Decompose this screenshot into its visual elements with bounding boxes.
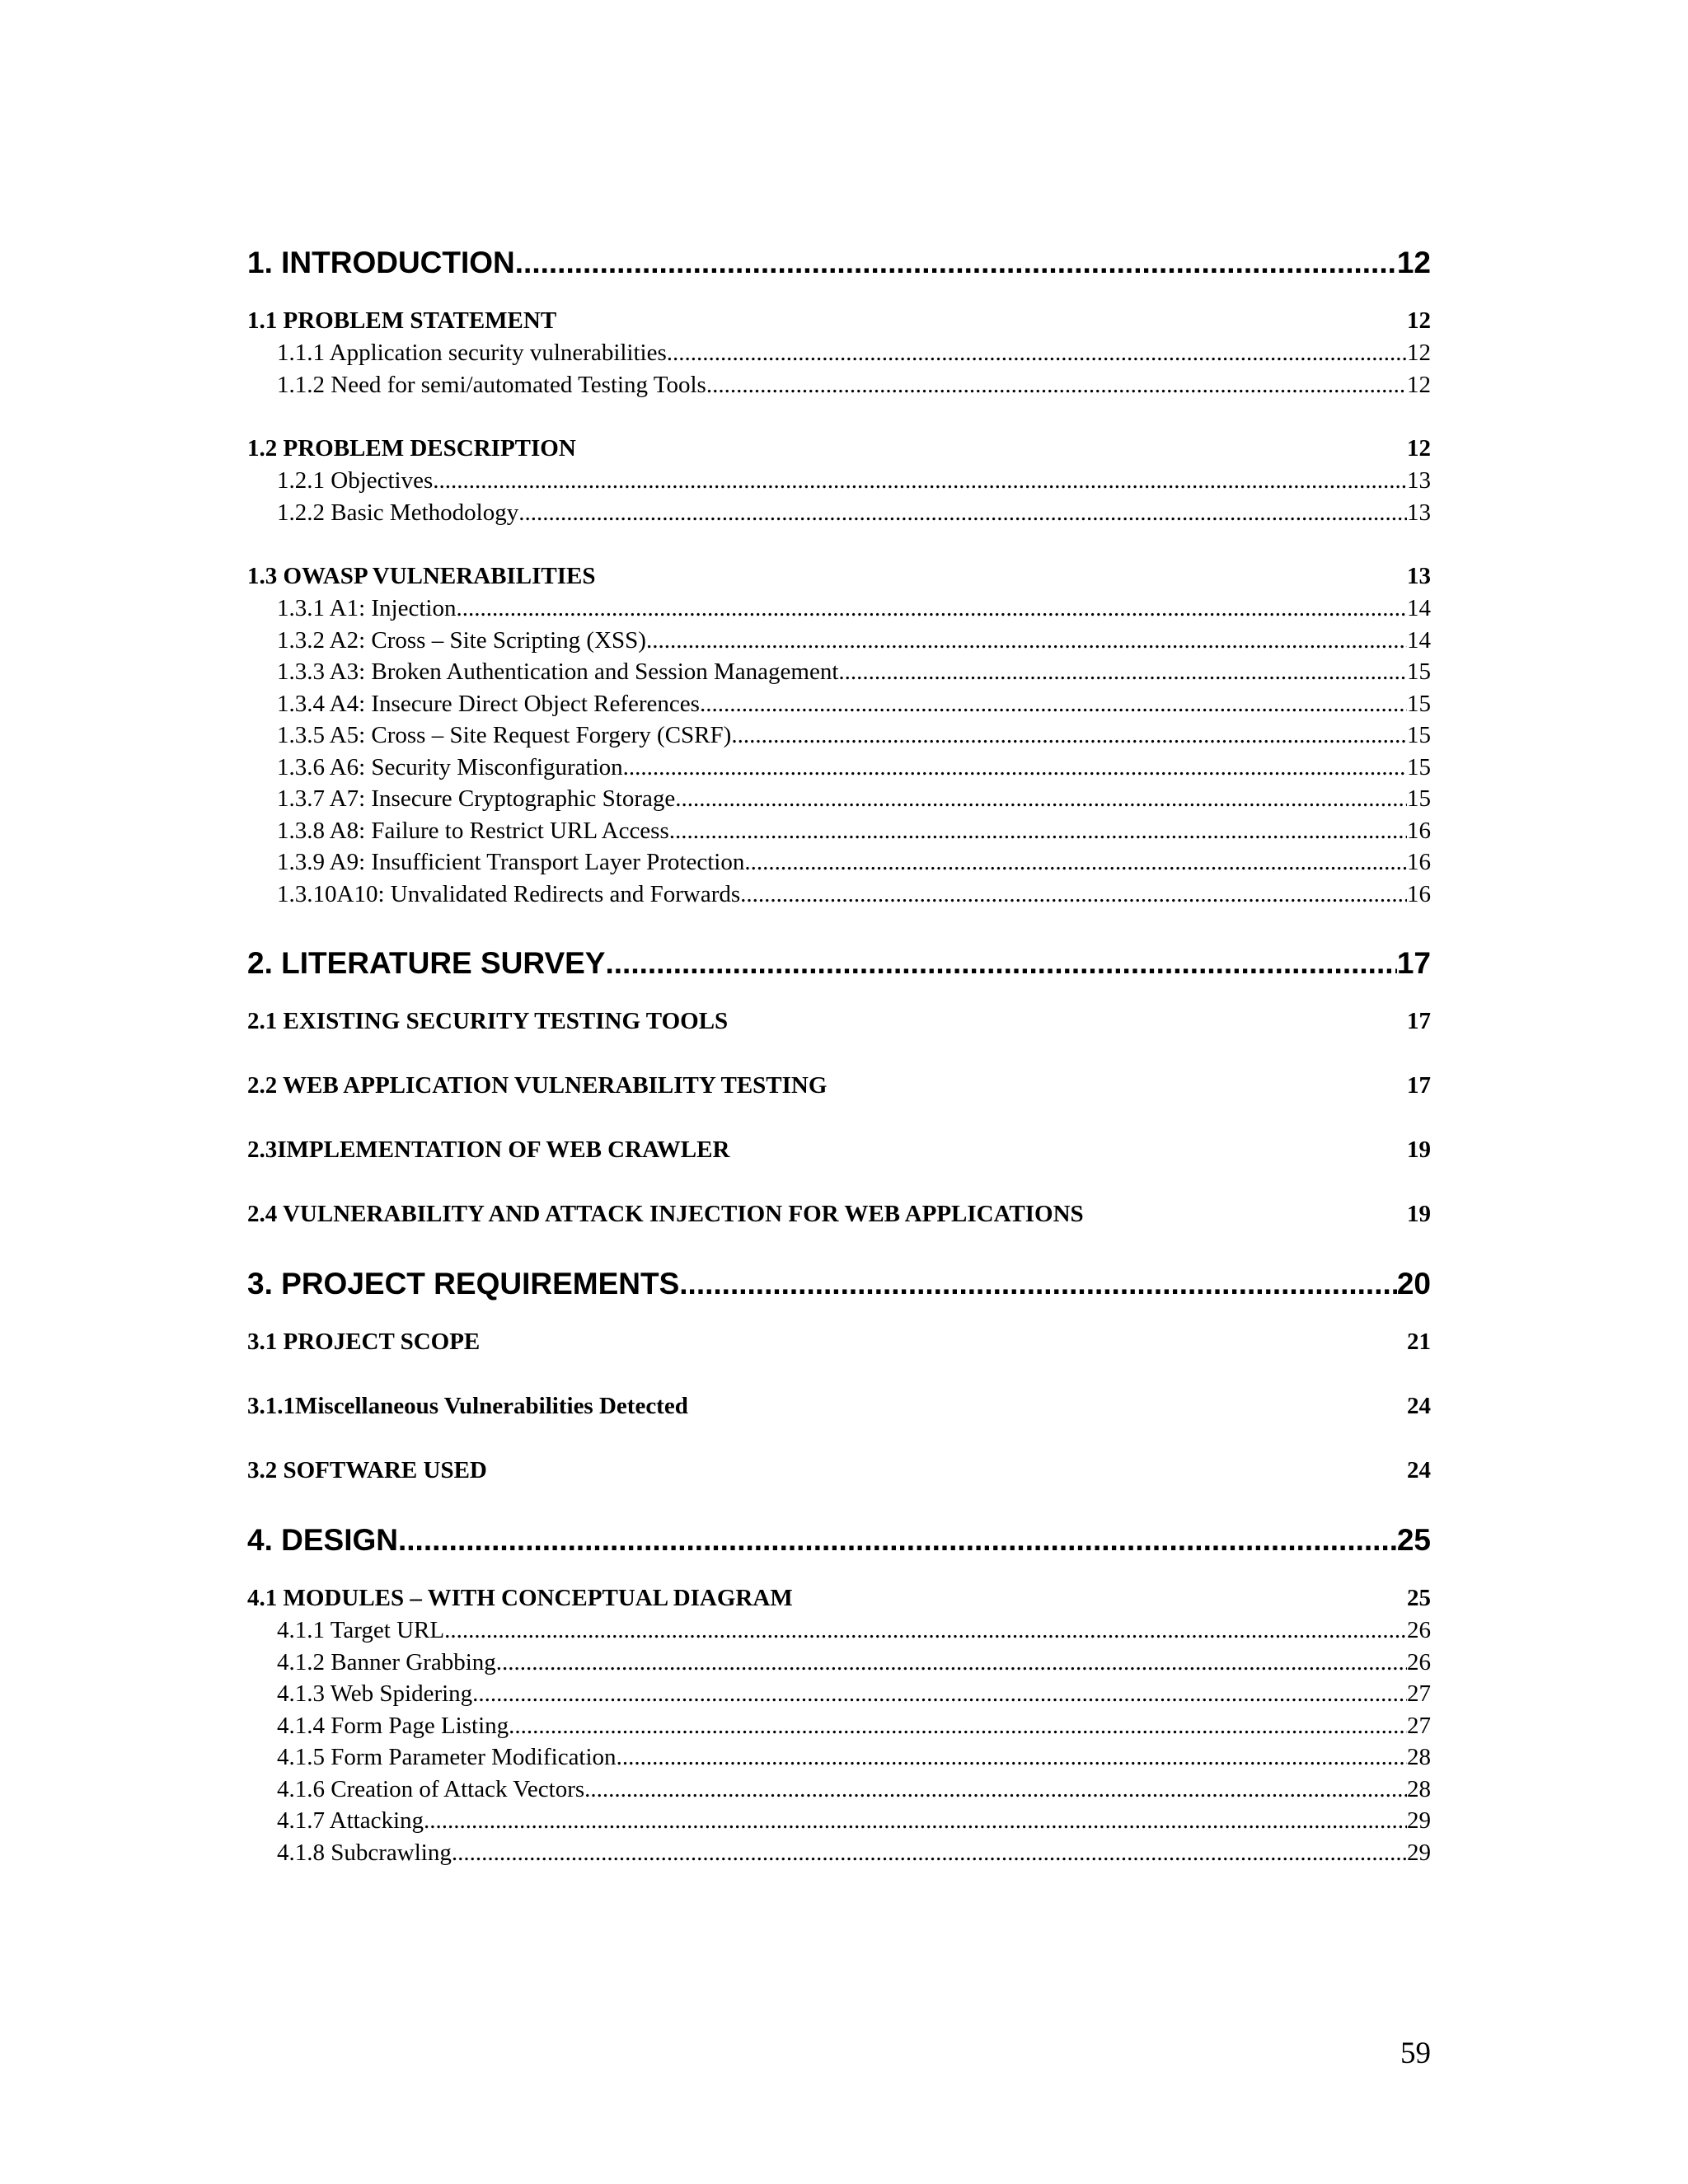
dot-leader [605,941,1396,986]
dot-leader [433,465,1407,497]
toc-subsection-entry [247,369,1431,401]
dot-leader [496,1647,1407,1679]
entry-page-number: 17 [1407,1072,1431,1099]
toc-subsection-entry [247,719,1431,752]
entry-page-number: 15 [1407,658,1431,685]
dot-leader [706,369,1407,401]
toc-subsection-entry [247,1710,1431,1742]
entry-page-number: 24 [1407,1457,1431,1483]
toc-subsection-entry [247,656,1431,688]
toc-subsection-entry [247,1741,1431,1774]
entry-page-number: 27 [1407,1712,1431,1739]
entry-page-number: 15 [1407,785,1431,812]
entry-title: 2.2 WEB APPLICATION VULNERABILITY TESTING [247,1072,828,1099]
entry-title: 1.1.2 Need for semi/automated Testing Tools [277,371,706,398]
entry-title: 2.3IMPLEMENTATION OF WEB CRAWLER [247,1137,730,1163]
dot-leader [669,815,1407,847]
toc-subsection-entry [247,1615,1431,1647]
dot-leader [731,719,1407,752]
toc-subsection-entry [247,465,1431,497]
entry-title: 4. DESIGN [247,1523,398,1557]
dot-leader [452,1837,1407,1869]
entry-title: 1.3 OWASP VULNERABILITIES [247,563,596,589]
dot-leader [518,497,1407,529]
toc-subsection-entry [247,688,1431,720]
entry-title: 3.1 PROJECT SCOPE [247,1329,481,1355]
entry-title: 1.3.3 A3: Broken Authentication and Session Management [277,658,839,685]
dot-leader [740,879,1407,911]
dot-leader [472,1678,1407,1710]
entry-title: 4.1.8 Subcrawling [277,1839,452,1866]
toc-chapter-entry [247,1518,1431,1563]
entry-page-number: 12 [1407,371,1431,398]
entry-page-number: 20 [1396,1267,1431,1301]
entry-page-number: 27 [1407,1680,1431,1707]
entry-page-number: 15 [1407,722,1431,748]
entry-page-number: 29 [1407,1839,1431,1866]
dot-leader [398,1518,1397,1563]
table-of-contents [247,241,1431,1868]
entry-title: 2.4 VULNERABILITY AND ATTACK INJECTION FOR WEB APPLICATIONS [247,1201,1084,1227]
entry-page-number: 14 [1407,595,1431,621]
toc-subsection-entry [247,879,1431,911]
entry-page-number: 13 [1407,563,1431,589]
entry-page-number: 24 [1407,1393,1431,1419]
toc-section-entry [247,1070,1431,1102]
entry-title: 4.1.1 Target URL [277,1617,445,1643]
dot-leader [679,1262,1397,1306]
entry-page-number: 16 [1407,849,1431,875]
entry-title: 1.3.2 A2: Cross – Site Scripting (XSS) [277,626,646,654]
entry-title: 1.1.1 Application security vulnerabilities [277,340,667,366]
toc-section-entry [247,1005,1431,1038]
page-number: 59 [1400,2036,1431,2070]
entry-title: 4.1.4 Form Page Listing [277,1712,509,1739]
entry-page-number: 26 [1407,1648,1431,1675]
entry-title: 4.1.5 Form Parameter Modification [277,1744,617,1770]
dot-leader [444,1615,1407,1647]
entry-page-number: 13 [1407,499,1431,526]
entry-page-number: 28 [1407,1744,1431,1770]
entry-title: 3. PROJECT REQUIREMENTS [247,1267,680,1301]
dot-leader [700,688,1407,720]
entry-title: 1.3.5 A5: Cross – Site Request Forgery (CSRF) [277,722,732,748]
dot-leader [838,656,1407,688]
toc-subsection-entry [247,1678,1431,1710]
toc-section-entry [247,1582,1431,1615]
toc-section-entry [247,433,1431,465]
toc-subsection-entry [247,1647,1431,1679]
entry-page-number: 19 [1407,1137,1431,1163]
dot-leader [456,593,1407,625]
toc-subsection-entry [247,593,1431,625]
entry-page-number: 26 [1407,1617,1431,1643]
entry-page-number: 21 [1407,1329,1431,1355]
entry-title: 1.3.6 A6: Security Misconfiguration [277,753,623,780]
toc-chapter-entry [247,241,1431,285]
entry-title: 4.1 MODULES – WITH CONCEPTUAL DIAGRAM [247,1585,793,1611]
entry-page-number: 25 [1396,1523,1431,1557]
entry-page-number: 12 [1407,307,1431,334]
toc-section-entry [247,1455,1431,1487]
entry-title: 4.1.6 Creation of Attack Vectors [277,1775,585,1802]
toc-subsection-entry [247,497,1431,529]
toc-section-entry [247,305,1431,337]
toc-subsection-entry [247,846,1431,879]
dot-leader [515,241,1397,285]
entry-page-number: 12 [1407,340,1431,366]
entry-title: 3.2 SOFTWARE USED [247,1457,487,1483]
toc-chapter-entry [247,1262,1431,1306]
entry-title: 1.3.4 A4: Insecure Direct Object References [277,690,700,717]
dot-leader [646,625,1407,657]
entry-title: 1.3.1 A1: Injection [277,595,457,621]
entry-page-number: 13 [1407,467,1431,494]
toc-subsection-entry [247,752,1431,784]
entry-page-number: 12 [1407,435,1431,462]
toc-section-entry [247,1198,1431,1230]
entry-page-number: 15 [1407,690,1431,717]
dot-leader [675,783,1407,815]
toc-subsection-entry [247,783,1431,815]
toc-section-entry [247,560,1431,593]
entry-title: 1.3.8 A8: Failure to Restrict URL Access [277,817,669,844]
entry-title: 1.2.1 Objectives [277,467,434,494]
entry-title: 1. INTRODUCTION [247,246,515,279]
entry-title: 4.1.2 Banner Grabbing [277,1648,496,1675]
dot-leader [623,752,1407,784]
entry-title: 1.1 PROBLEM STATEMENT [247,307,557,334]
toc-subsection-entry [247,815,1431,847]
entry-page-number: 14 [1407,626,1431,654]
entry-title: 4.1.3 Web Spidering [277,1680,473,1707]
entry-title: 1.2 PROBLEM DESCRIPTION [247,435,576,462]
toc-subsection-entry [247,337,1431,369]
entry-title: 4.1.7 Attacking [277,1807,424,1834]
entry-title: 1.3.9 A9: Insufficient Transport Layer Protection [277,849,745,875]
dot-leader [617,1741,1407,1774]
entry-page-number: 28 [1407,1775,1431,1802]
dot-leader [744,846,1407,879]
dot-leader [509,1710,1407,1742]
toc-subsection-entry [247,1837,1431,1869]
entry-title: 1.2.2 Basic Methodology [277,499,519,526]
toc-section-entry [247,1390,1431,1422]
dot-leader [584,1774,1407,1806]
entry-page-number: 17 [1396,946,1431,980]
entry-title: 2.1 EXISTING SECURITY TESTING TOOLS [247,1008,729,1034]
entry-title: 1.3.7 A7: Insecure Cryptographic Storage [277,785,676,812]
dot-leader [424,1805,1407,1837]
dot-leader [667,337,1407,369]
entry-page-number: 16 [1407,817,1431,844]
entry-title: 1.3.10A10: Unvalidated Redirects and Forwards [277,880,741,907]
toc-section-entry [247,1134,1431,1166]
toc-subsection-entry [247,1805,1431,1837]
toc-subsection-entry [247,1774,1431,1806]
toc-section-entry [247,1326,1431,1358]
entry-page-number: 29 [1407,1807,1431,1834]
entry-page-number: 19 [1407,1201,1431,1227]
entry-page-number: 25 [1407,1585,1431,1611]
entry-page-number: 15 [1407,753,1431,780]
entry-page-number: 16 [1407,880,1431,907]
entry-page-number: 12 [1396,246,1431,279]
entry-page-number: 17 [1407,1008,1431,1034]
entry-title: 3.1.1Miscellaneous Vulnerabilities Detected [247,1393,688,1419]
toc-subsection-entry [247,625,1431,657]
entry-title: 2. LITERATURE SURVEY [247,946,606,980]
toc-chapter-entry [247,941,1431,986]
